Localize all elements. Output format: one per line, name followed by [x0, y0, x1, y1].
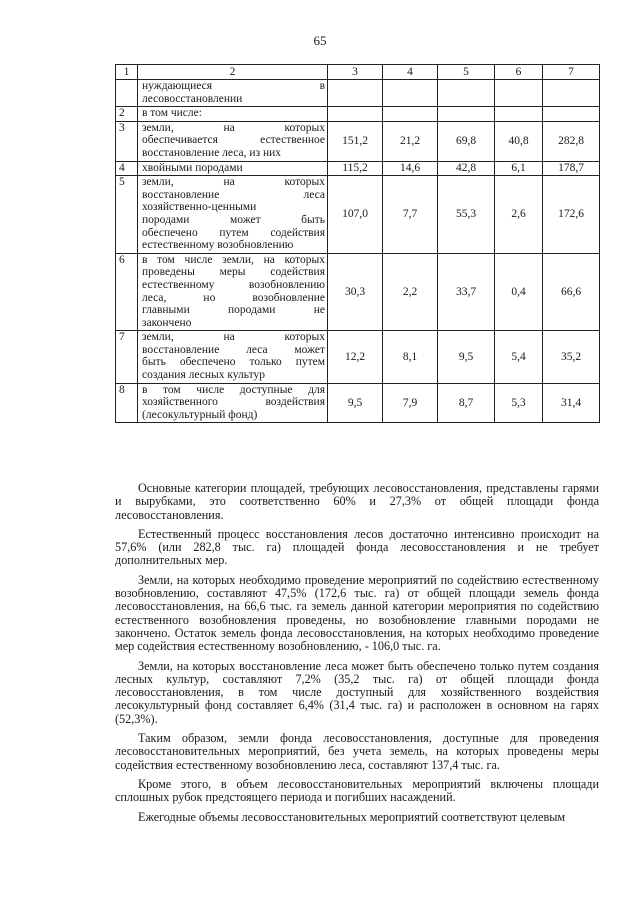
description-line: земли, на которых: [142, 121, 325, 134]
paragraph: Ежегодные объемы лесовосстановительных мероприятий соответствуют целевым: [138, 809, 566, 824]
description-line: в том числе доступные для: [142, 383, 325, 396]
description-line: земли, на которых: [142, 331, 325, 344]
value-cell: 35,2: [543, 331, 600, 383]
value-cell: 2,6: [495, 176, 543, 254]
value-cell: 178,7: [543, 161, 600, 176]
value-cell: 5,3: [495, 383, 543, 423]
description-line: восстановление леса, из них: [142, 146, 282, 159]
paragraph: Таким образом, земли фонда лесовосстановления, доступные для проведения лесовосстановительных мероприятий, без учета земель, на которых проведены меры содействия естественному возобновлению леса, составляют 137,4 тыс. га.: [115, 731, 599, 772]
value-cell: [328, 80, 383, 107]
body-text: [115, 482, 599, 830]
value-cell: [543, 80, 600, 107]
table-row: [116, 176, 600, 254]
row-description: [138, 121, 328, 161]
table-row: [116, 383, 600, 423]
value-cell: 2,2: [383, 253, 438, 331]
row-description: [138, 161, 328, 176]
description-line: породами может быть: [142, 213, 325, 226]
table-row: [116, 161, 600, 176]
paragraph: Естественный процесс восстановления лесов достаточно интенсивно происходит на 57,6% (или 282,8 тыс. га) площадей фонда лесовосстановления и не требует дополнительных мер.: [115, 526, 599, 568]
value-cell: 14,6: [383, 161, 438, 176]
row-number: 7: [116, 331, 138, 383]
row-number: 8: [116, 383, 138, 423]
value-cell: 40,8: [495, 121, 543, 161]
row-description: [138, 176, 328, 254]
value-cell: [328, 107, 383, 122]
description-line: восстановление леса может: [142, 343, 325, 356]
description-line: обеспечено путем содействия: [142, 226, 325, 239]
value-cell: [383, 107, 438, 122]
value-cell: 21,2: [383, 121, 438, 161]
value-cell: 66,6: [543, 253, 600, 331]
table-row: [116, 121, 600, 161]
value-cell: 30,3: [328, 253, 383, 331]
description-line: в том числе:: [142, 107, 202, 120]
row-number: 6: [116, 253, 138, 331]
row-number: 2: [116, 107, 138, 122]
value-cell: 7,7: [383, 176, 438, 254]
description-line: обеспечивается естественное: [142, 134, 325, 147]
description-line: леса, но возобновление: [142, 291, 325, 304]
value-cell: 7,9: [383, 383, 438, 423]
description-line: восстановление леса: [142, 188, 325, 201]
table-body: [116, 80, 600, 423]
value-cell: 42,8: [438, 161, 495, 176]
table-row: [116, 331, 600, 383]
description-line: главными породами не: [142, 304, 325, 317]
value-cell: 12,2: [328, 331, 383, 383]
paragraph: Кроме этого, в объем лесовосстановительных мероприятий включены площади сплошных рубок предстоящего периода и погибших насаждений.: [115, 776, 599, 805]
description-line: хозяйственного воздействия: [142, 396, 325, 409]
value-cell: [495, 80, 543, 107]
description-line: лесовосстановлении: [142, 92, 243, 105]
column-header: 3: [328, 65, 383, 80]
data-table: [115, 64, 600, 423]
description-line: закончено: [142, 316, 192, 329]
value-cell: 31,4: [543, 383, 600, 423]
description-line: быть обеспечено только путем: [142, 356, 325, 369]
description-line: земли, на которых: [142, 176, 325, 189]
value-cell: [438, 80, 495, 107]
description-line: (лесокультурный фонд): [142, 408, 258, 421]
value-cell: [438, 107, 495, 122]
value-cell: 282,8: [543, 121, 600, 161]
row-description: [138, 383, 328, 423]
value-cell: 6,1: [495, 161, 543, 176]
table-row: [116, 107, 600, 122]
column-header: 6: [495, 65, 543, 80]
row-number: 3: [116, 121, 138, 161]
table-row: [116, 80, 600, 107]
paragraph: Земли, на которых необходимо проведение мероприятий по содействию естественному возобновлению, составляют 47,5% (172,6 тыс. га) от общей площади земель фонда лесовосстановления, на 66,6 тыс. га земель данной категории мероприятия по содействию естественного возобновления проведены, но возобновление главными породами не закончено. Остаток земель фонда лесовосстановления, на которых необходимо проведение мер содействия естественному возобновлению, - 106,0 тыс. га.: [115, 572, 599, 654]
row-number: 4: [116, 161, 138, 176]
column-header: 2: [138, 65, 328, 80]
value-cell: 8,7: [438, 383, 495, 423]
value-cell: 55,3: [438, 176, 495, 254]
description-line: нуждающиеся в: [142, 80, 325, 92]
row-description: [138, 253, 328, 331]
value-cell: [495, 107, 543, 122]
value-cell: 115,2: [328, 161, 383, 176]
row-description: [138, 107, 328, 122]
value-cell: 172,6: [543, 176, 600, 254]
paragraph: Основные категории площадей, требующих лесовосстановления, представлены гарями и вырубками, это соответственно 60% и 27,3% от общей площади фонда лесовосстановления.: [115, 481, 599, 522]
value-cell: 9,5: [438, 331, 495, 383]
page-number: 65: [313, 33, 327, 48]
column-header: 4: [383, 65, 438, 80]
value-cell: 69,8: [438, 121, 495, 161]
row-number: [116, 80, 138, 107]
row-number: 5: [116, 176, 138, 254]
value-cell: 107,0: [328, 176, 383, 254]
value-cell: 0,4: [495, 253, 543, 331]
value-cell: 9,5: [328, 383, 383, 423]
column-header: 7: [543, 65, 600, 80]
column-header: 5: [438, 65, 495, 80]
column-header: 1: [116, 65, 138, 80]
value-cell: 33,7: [438, 253, 495, 331]
description-line: проведены меры содействия: [142, 266, 325, 279]
value-cell: [383, 80, 438, 107]
value-cell: 5,4: [495, 331, 543, 383]
description-line: хозяйственно-ценными: [142, 201, 257, 214]
table-header-row: [116, 65, 600, 80]
description-line: хвойными породами: [142, 161, 243, 174]
value-cell: 151,2: [328, 121, 383, 161]
description-line: естественному возобновлению: [142, 278, 325, 291]
table-row: [116, 253, 600, 331]
description-line: естественному возобновлению: [142, 239, 294, 252]
paragraph: Земли, на которых восстановление леса может быть обеспечено только путем создания лесных культур, составляют 7,2% (35,2 тыс. га) от общей площади фонда лесовосстановления, в том числе доступный для хозяйственного воздействия лесокультурный фонд составляет 6,4% (31,4 тыс. га) и расположен в основном на гарях (52,3%).: [115, 658, 599, 726]
value-cell: [543, 107, 600, 122]
row-description: [138, 331, 328, 383]
value-cell: 8,1: [383, 331, 438, 383]
description-line: в том числе земли, на которых: [142, 253, 325, 266]
row-description: [138, 80, 328, 107]
description-line: создания лесных культур: [142, 369, 265, 382]
